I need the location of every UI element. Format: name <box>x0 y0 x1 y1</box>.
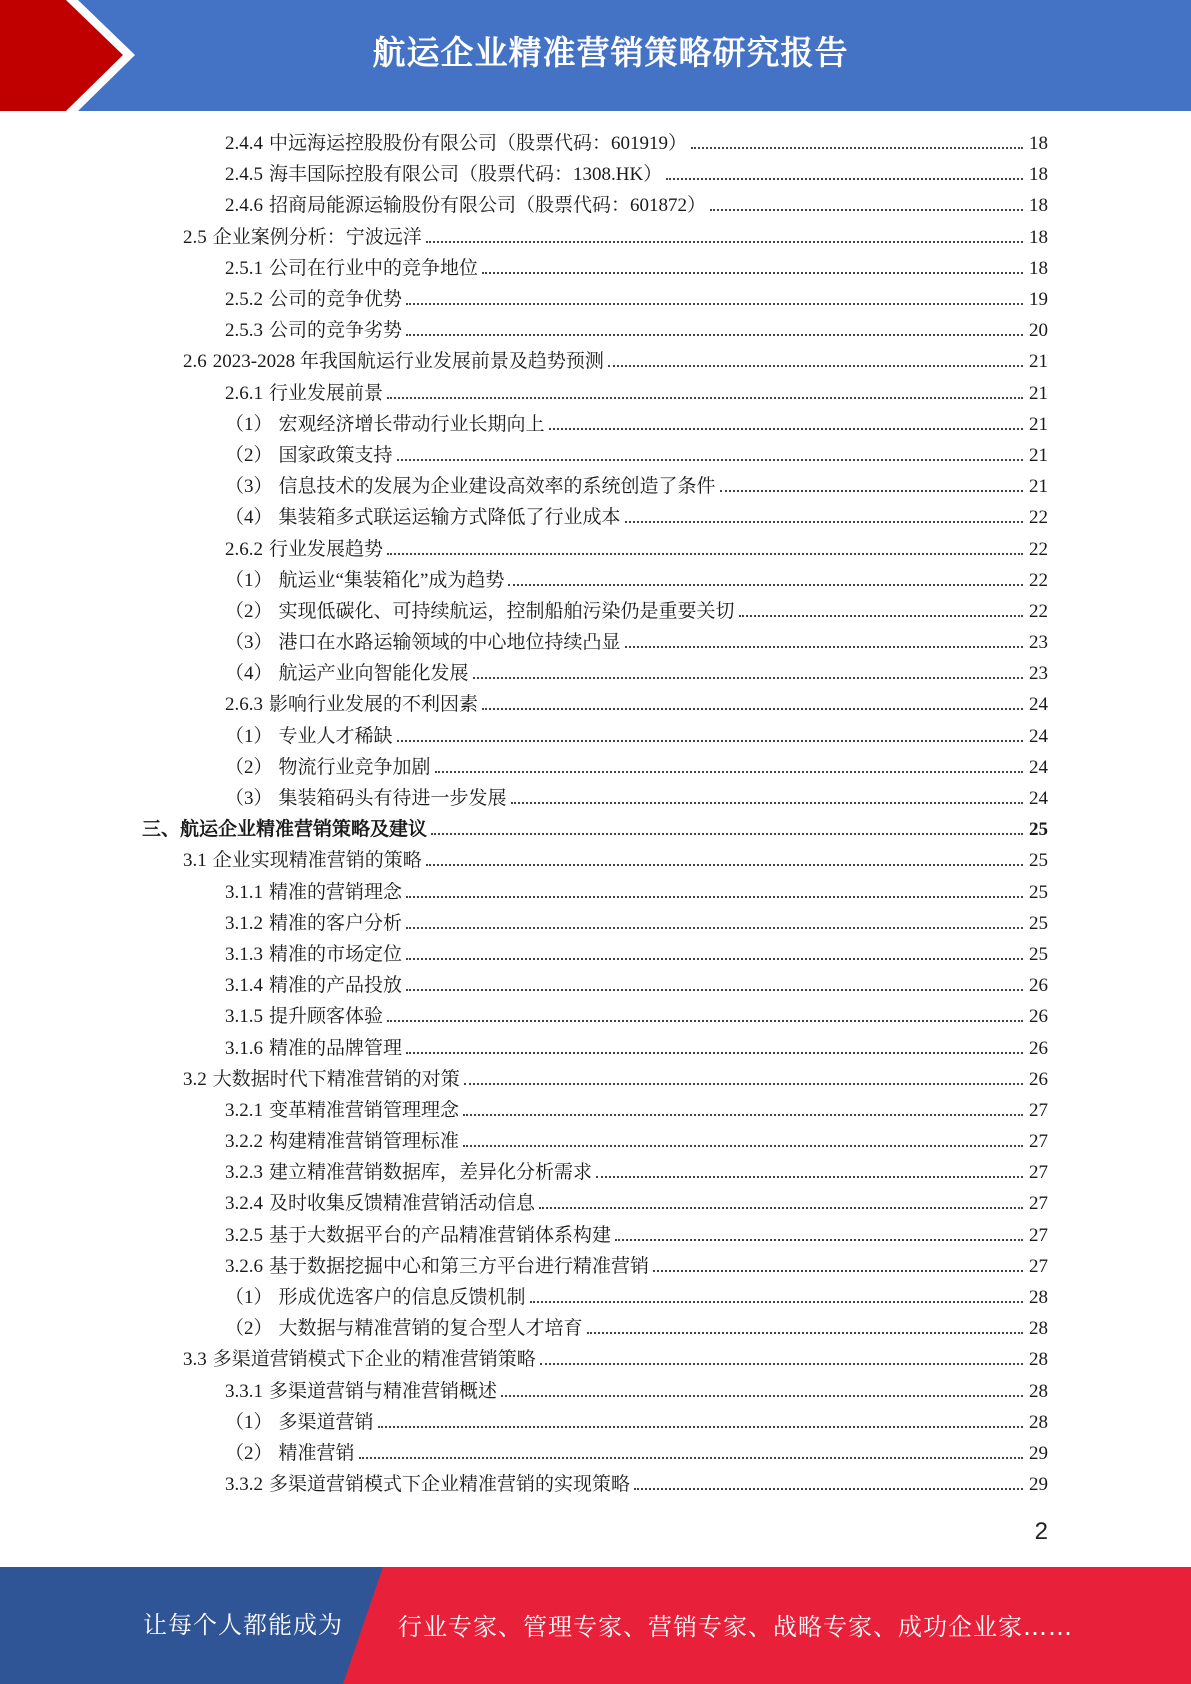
toc-entry-number: （2） <box>225 444 273 466</box>
toc-entry[interactable] <box>0 1405 1191 1436</box>
toc-entry-number: （1） <box>225 1287 273 1309</box>
toc-entry-number: 2.6 <box>183 351 207 373</box>
page-number: 2 <box>1034 1518 1048 1545</box>
toc-entry-title: 宏观经济增长带动行业长期向上 <box>278 413 545 435</box>
toc-entry-number: 2.4.6 <box>225 195 263 217</box>
toc-dot-leader <box>463 1145 1023 1147</box>
toc-entry-number: 3.2.6 <box>225 1255 263 1277</box>
toc-entry-title: 企业案例分析：宁波远洋 <box>212 226 422 248</box>
toc-entry-number: 3.1.2 <box>225 912 263 934</box>
toc-entry-title: 提升顾客体验 <box>269 1006 384 1028</box>
toc-entry-page: 25 <box>1029 943 1048 965</box>
toc-entry[interactable] <box>0 438 1191 469</box>
toc-entry-page: 23 <box>1029 663 1048 685</box>
header-banner <box>0 0 1191 111</box>
toc-entry[interactable] <box>0 344 1191 375</box>
toc-dot-leader <box>710 209 1023 211</box>
toc-entry-page: 28 <box>1029 1318 1048 1340</box>
toc-dot-leader <box>634 1488 1023 1490</box>
toc-entry-page: 18 <box>1029 195 1048 217</box>
toc-entry[interactable] <box>0 625 1191 656</box>
table-of-contents <box>0 126 1191 1498</box>
toc-entry-title: 实现低碳化、可持续航运，控制船舶污染仍是重要关切 <box>278 600 735 622</box>
toc-entry-title: 建立精准营销数据库，差异化分析需求 <box>269 1162 593 1184</box>
toc-entry-number: 3.2.2 <box>225 1131 263 1153</box>
toc-entry[interactable] <box>0 126 1191 157</box>
toc-dot-leader <box>406 927 1023 929</box>
toc-dot-leader <box>596 1176 1023 1178</box>
toc-entry-title: 港口在水路运输领域的中心地位持续凸显 <box>278 632 621 654</box>
toc-entry-page: 25 <box>1029 850 1048 872</box>
toc-entry-number: 2.5 <box>183 226 207 248</box>
toc-entry[interactable] <box>0 1249 1191 1280</box>
toc-entry[interactable] <box>0 1374 1191 1405</box>
toc-entry-title: 及时收集反馈精准营销活动信息 <box>269 1193 536 1215</box>
toc-dot-leader <box>625 521 1023 523</box>
toc-dot-leader <box>397 459 1023 461</box>
toc-entry-number: 2.5.2 <box>225 289 263 311</box>
toc-entry[interactable] <box>0 999 1191 1030</box>
toc-entry-number: 3.1.5 <box>225 1006 263 1028</box>
toc-entry-title: 航运产业向智能化发展 <box>278 663 469 685</box>
toc-entry-title: 公司的竞争优势 <box>269 289 403 311</box>
toc-entry-page: 25 <box>1029 881 1048 903</box>
toc-entry-number: （1） <box>225 725 273 747</box>
toc-entry-page: 25 <box>1029 819 1048 841</box>
toc-entry-title: 多渠道营销模式下企业的精准营销策略 <box>212 1349 536 1371</box>
toc-entry[interactable] <box>0 376 1191 407</box>
toc-dot-leader <box>406 303 1023 305</box>
toc-entry-page: 21 <box>1029 476 1048 498</box>
toc-entry-page: 21 <box>1029 382 1048 404</box>
toc-entry[interactable] <box>0 282 1191 313</box>
toc-dot-leader <box>615 1239 1023 1241</box>
toc-entry-number: 3.2.4 <box>225 1193 263 1215</box>
toc-entry-title: 集装箱多式联运运输方式降低了行业成本 <box>278 507 621 529</box>
document-title: 航运企业精准营销策略研究报告 <box>372 33 849 72</box>
toc-entry-number: 3.1 <box>183 850 207 872</box>
toc-entry-title: 基于数据挖掘中心和第三方平台进行精准营销 <box>269 1255 650 1277</box>
toc-entry-number: （1） <box>225 569 273 591</box>
toc-entry-title: 形成优选客户的信息反馈机制 <box>278 1287 526 1309</box>
toc-entry[interactable] <box>0 812 1191 843</box>
toc-entry-title: 精准的营销理念 <box>269 881 403 903</box>
toc-entry-number: 2.4.4 <box>225 133 263 155</box>
toc-entry-number: 3.1.6 <box>225 1037 263 1059</box>
toc-dot-leader <box>530 1301 1023 1303</box>
toc-entry-page: 27 <box>1029 1193 1048 1215</box>
toc-dot-leader <box>406 334 1023 336</box>
toc-entry[interactable] <box>0 719 1191 750</box>
toc-dot-leader <box>739 615 1023 617</box>
toc-entry[interactable] <box>0 843 1191 874</box>
toc-entry[interactable] <box>0 1093 1191 1124</box>
toc-entry[interactable] <box>0 469 1191 500</box>
toc-entry-page: 26 <box>1029 1037 1048 1059</box>
toc-entry[interactable] <box>0 1030 1191 1061</box>
toc-entry-title: 变革精准营销管理理念 <box>269 1099 460 1121</box>
toc-dot-leader <box>464 1083 1023 1085</box>
toc-entry-number: 2.5.1 <box>225 257 263 279</box>
toc-entry[interactable] <box>0 157 1191 188</box>
toc-entry-number: （3） <box>225 632 273 654</box>
toc-entry-page: 23 <box>1029 632 1048 654</box>
toc-entry-title: 公司在行业中的竞争地位 <box>269 257 479 279</box>
toc-entry-page: 26 <box>1029 1006 1048 1028</box>
footer-slogan-right: 行业专家、管理专家、营销专家、战略专家、成功企业家…… <box>398 1613 1073 1641</box>
toc-entry[interactable] <box>0 750 1191 781</box>
toc-entry-page: 22 <box>1029 538 1048 560</box>
toc-entry[interactable] <box>0 656 1191 687</box>
toc-dot-leader <box>549 428 1023 430</box>
toc-entry-number: 3.2.1 <box>225 1099 263 1121</box>
toc-entry-title: 海丰国际控股有限公司（股票代码：1308.HK） <box>269 164 663 186</box>
toc-entry-number: 3.2.3 <box>225 1162 263 1184</box>
toc-entry-page: 29 <box>1029 1442 1048 1464</box>
toc-entry[interactable] <box>0 1218 1191 1249</box>
toc-entry-number: （3） <box>225 788 273 810</box>
toc-entry-page: 18 <box>1029 133 1048 155</box>
toc-dot-leader <box>625 646 1023 648</box>
toc-entry-title: 多渠道营销模式下企业精准营销的实现策略 <box>269 1474 631 1496</box>
toc-entry-number: （2） <box>225 1442 273 1464</box>
toc-entry-page: 28 <box>1029 1380 1048 1402</box>
toc-entry[interactable] <box>0 1155 1191 1186</box>
toc-entry-page: 18 <box>1029 257 1048 279</box>
toc-entry-page: 24 <box>1029 756 1048 778</box>
toc-dot-leader <box>426 241 1023 243</box>
toc-entry-page: 20 <box>1029 320 1048 342</box>
toc-entry-title: 精准的市场定位 <box>269 943 403 965</box>
toc-entry-page: 27 <box>1029 1099 1048 1121</box>
toc-entry-number: 2.4.5 <box>225 164 263 186</box>
toc-entry-number: （2） <box>225 600 273 622</box>
toc-entry[interactable] <box>0 1436 1191 1467</box>
toc-entry[interactable] <box>0 1186 1191 1217</box>
toc-dot-leader <box>387 553 1023 555</box>
toc-entry-title: 精准的品牌管理 <box>269 1037 403 1059</box>
toc-dot-leader <box>378 1426 1023 1428</box>
toc-entry-title: 中远海运控股股份有限公司（股票代码：601919） <box>269 133 688 155</box>
toc-entry-title: 精准的客户分析 <box>269 912 403 934</box>
toc-dot-leader <box>501 1395 1023 1397</box>
toc-entry-number: 3.1.4 <box>225 975 263 997</box>
toc-entry-page: 21 <box>1029 444 1048 466</box>
toc-entry-title: 公司的竞争劣势 <box>269 320 403 342</box>
toc-entry-page: 26 <box>1029 975 1048 997</box>
toc-entry-title: 大数据与精准营销的复合型人才培育 <box>278 1318 583 1340</box>
toc-entry-number: 3.3.1 <box>225 1380 263 1402</box>
toc-entry-title: 精准营销 <box>278 1442 355 1464</box>
toc-entry-page: 25 <box>1029 912 1048 934</box>
toc-dot-leader <box>482 272 1023 274</box>
toc-entry-page: 19 <box>1029 289 1048 311</box>
toc-entry-page: 28 <box>1029 1411 1048 1433</box>
toc-dot-leader <box>666 178 1023 180</box>
toc-dot-leader <box>691 147 1023 149</box>
toc-entry-number: 3.2.5 <box>225 1224 263 1246</box>
toc-entry-page: 22 <box>1029 569 1048 591</box>
toc-entry-number: （2） <box>225 1318 273 1340</box>
toc-entry-page: 27 <box>1029 1162 1048 1184</box>
toc-entry[interactable] <box>0 251 1191 282</box>
toc-entry-number: 2.6.1 <box>225 382 263 404</box>
toc-entry-number: 2.5.3 <box>225 320 263 342</box>
footer-slogan-left: 让每个人都能成为 <box>143 1611 343 1639</box>
toc-entry-number: 2.6.2 <box>225 538 263 560</box>
toc-dot-leader <box>587 1332 1023 1334</box>
toc-dot-leader <box>511 802 1023 804</box>
toc-entry-page: 29 <box>1029 1474 1048 1496</box>
toc-entry[interactable] <box>0 1467 1191 1498</box>
toc-entry[interactable] <box>0 500 1191 531</box>
toc-entry[interactable] <box>0 1062 1191 1093</box>
toc-entry-number: 3.3 <box>183 1349 207 1371</box>
toc-dot-leader <box>397 740 1023 742</box>
toc-entry-number: （4） <box>225 507 273 529</box>
toc-entry-title: 信息技术的发展为企业建设高效率的系统创造了条件 <box>278 476 716 498</box>
toc-entry-page: 28 <box>1029 1349 1048 1371</box>
toc-entry-page: 27 <box>1029 1131 1048 1153</box>
toc-entry[interactable] <box>0 531 1191 562</box>
toc-dot-leader <box>387 397 1023 399</box>
toc-dot-leader <box>508 584 1023 586</box>
toc-entry-title: 专业人才稀缺 <box>278 725 393 747</box>
toc-dot-leader <box>387 1020 1023 1022</box>
toc-entry-page: 18 <box>1029 164 1048 186</box>
toc-entry-page: 26 <box>1029 1068 1048 1090</box>
toc-dot-leader <box>608 365 1023 367</box>
toc-entry[interactable] <box>0 1280 1191 1311</box>
toc-entry-title: 企业实现精准营销的策略 <box>212 850 422 872</box>
toc-dot-leader <box>359 1457 1023 1459</box>
toc-entry[interactable] <box>0 687 1191 718</box>
toc-entry[interactable] <box>0 1342 1191 1373</box>
toc-entry-number: （4） <box>225 663 273 685</box>
toc-entry-page: 24 <box>1029 788 1048 810</box>
toc-entry-title: 集装箱码头有待进一步发展 <box>278 788 507 810</box>
toc-entry-page: 24 <box>1029 694 1048 716</box>
toc-entry-title: 影响行业发展的不利因素 <box>269 694 479 716</box>
toc-entry[interactable] <box>0 220 1191 251</box>
toc-entry-title: 多渠道营销 <box>278 1411 374 1433</box>
toc-entry[interactable] <box>0 781 1191 812</box>
toc-entry-title: 国家政策支持 <box>278 444 393 466</box>
toc-entry-title: 多渠道营销与精准营销概述 <box>269 1380 498 1402</box>
toc-entry-title: 三、航运企业精准营销策略及建议 <box>142 819 428 841</box>
toc-dot-leader <box>406 1052 1023 1054</box>
toc-entry[interactable] <box>0 188 1191 219</box>
toc-entry-title: 构建精准营销管理标准 <box>269 1131 460 1153</box>
toc-entry-title: 物流行业竞争加剧 <box>278 756 431 778</box>
toc-entry[interactable] <box>0 313 1191 344</box>
toc-entry[interactable] <box>0 1311 1191 1342</box>
toc-entry-page: 21 <box>1029 351 1048 373</box>
toc-entry[interactable] <box>0 594 1191 625</box>
toc-dot-leader <box>653 1270 1023 1272</box>
toc-entry-title: 航运业“集装箱化”成为趋势 <box>278 569 505 591</box>
toc-entry[interactable] <box>0 1124 1191 1155</box>
toc-entry[interactable] <box>0 875 1191 906</box>
toc-entry-page: 27 <box>1029 1224 1048 1246</box>
toc-dot-leader <box>539 1207 1023 1209</box>
toc-entry-title: 精准的产品投放 <box>269 975 403 997</box>
toc-entry-title: 招商局能源运输股份有限公司（股票代码：601872） <box>269 195 707 217</box>
toc-entry-page: 21 <box>1029 413 1048 435</box>
toc-entry-page: 18 <box>1029 226 1048 248</box>
toc-entry-number: （1） <box>225 1411 273 1433</box>
toc-entry-number: （3） <box>225 476 273 498</box>
toc-entry-number: 3.2 <box>183 1068 207 1090</box>
toc-dot-leader <box>406 896 1023 898</box>
toc-dot-leader <box>540 1363 1023 1365</box>
toc-entry-title: 行业发展趋势 <box>269 538 384 560</box>
toc-dot-leader <box>406 989 1023 991</box>
footer-banner <box>0 1567 1191 1684</box>
toc-entry-number: （1） <box>225 413 273 435</box>
toc-entry-title: 大数据时代下精准营销的对策 <box>212 1068 460 1090</box>
toc-dot-leader <box>720 490 1023 492</box>
toc-entry-title: 2023-2028 年我国航运行业发展前景及趋势预测 <box>212 351 604 373</box>
toc-entry-page: 27 <box>1029 1255 1048 1277</box>
toc-dot-leader <box>431 833 1023 835</box>
toc-entry-page: 24 <box>1029 725 1048 747</box>
toc-entry-page: 22 <box>1029 600 1048 622</box>
toc-dot-leader <box>473 677 1023 679</box>
toc-entry-page: 28 <box>1029 1287 1048 1309</box>
toc-entry[interactable] <box>0 906 1191 937</box>
toc-entry-number: 3.1.1 <box>225 881 263 903</box>
toc-entry-number: 3.3.2 <box>225 1474 263 1496</box>
toc-entry[interactable] <box>0 407 1191 438</box>
toc-entry-title: 行业发展前景 <box>269 382 384 404</box>
toc-dot-leader <box>482 708 1023 710</box>
toc-entry-number: 3.1.3 <box>225 943 263 965</box>
toc-entry-number: （2） <box>225 756 273 778</box>
toc-dot-leader <box>426 864 1023 866</box>
toc-entry-title: 基于大数据平台的产品精准营销体系构建 <box>269 1224 612 1246</box>
toc-dot-leader <box>406 958 1023 960</box>
toc-dot-leader <box>435 771 1023 773</box>
toc-entry-number: 2.6.3 <box>225 694 263 716</box>
toc-entry-page: 22 <box>1029 507 1048 529</box>
toc-entry[interactable] <box>0 968 1191 999</box>
toc-dot-leader <box>463 1114 1023 1116</box>
toc-entry[interactable] <box>0 563 1191 594</box>
toc-entry[interactable] <box>0 937 1191 968</box>
